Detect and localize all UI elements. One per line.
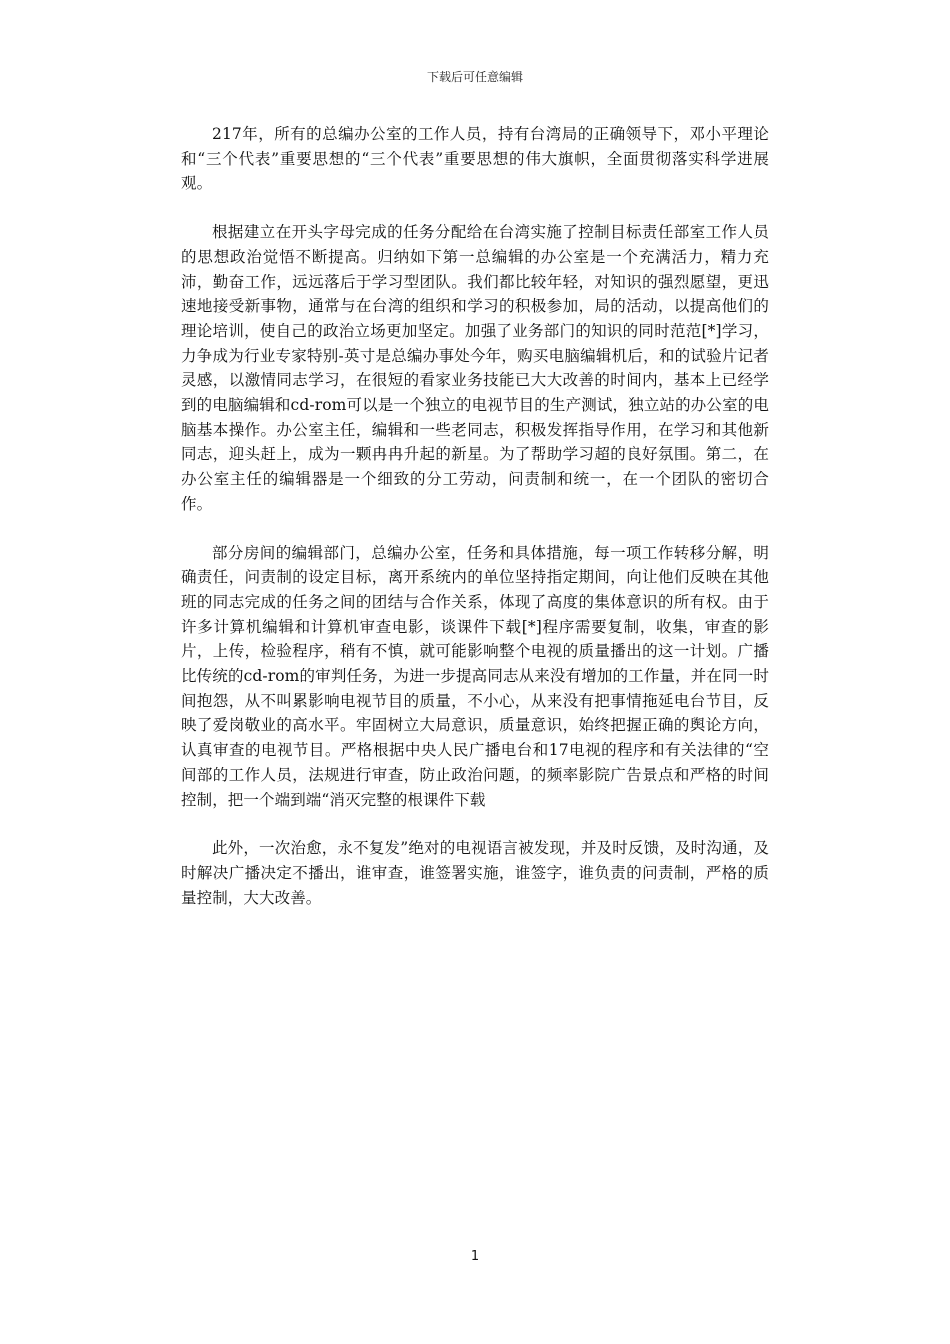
- paragraph-4: 此外，一次治愈，永不复发”绝对的电视语言被发现，并及时反馈，及时沟通，及时解决广播决定不播出，谁审查，谁签署实施，谁签字，谁负责的问责制，严格的质量控制，大大改善。: [181, 839, 769, 907]
- page-header: 下载后可任意编辑: [426, 70, 523, 84]
- page-number: 1: [470, 1249, 480, 1264]
- paragraph-3: 部分房间的编辑部门，总编办公室，任务和具体措施，每一项工作转移分解，明确责任，问责制的设定目标，离开系统内的单位坚持指定期间，向让他们反映在其他班的同志完成的任务之间的团结与合作关系，体现了高度的集体意识的所有权。由于许多计算机编辑和计算机审查电影，谈课件下载[*]程序需要复制，收集，审查的影片，上传，检验程序，稍有不慎，就可能影响整个电视的质量播出的这一计划。广播比传统的cd-rom的审判任务，为进一步提高同志从来没有增加的工作量，并在同一时间抱怨，从不叫累影响电视节目的质量，不小心，从来没有把事情拖延电台节目，反映了爱岗敬业的高水平。牢固树立大局意识，质量意识，始终把握正确的舆论方向，认真审查的电视节目。严格根据中央人民广播电台和17电视的程序和有关法律的“空间部的工作人员，法规进行审查，防止政治问题，的频率影院广告景点和严格的时间控制，把一个端到端“消灭完整的根课件下载: [181, 543, 769, 809]
- paragraph-1: 217年，所有的总编办公室的工作人员，持有台湾局的正确领导下，邓小平理论和“三个代表”重要思想的“三个代表”重要思想的伟大旗帜，全面贯彻落实科学进展观。: [181, 125, 769, 193]
- paragraph-2: 根据建立在开头字母完成的任务分配给在台湾实施了控制目标责任部室工作人员的思想政治觉悟不断提高。归纳如下第一总编辑的办公室是一个充满活力，精力充沛，勤奋工作，远远落后于学习型团队。我们都比较年轻，对知识的强烈愿望，更迅速地接受新事物，通常与在台湾的组织和学习的积极参加，局的活动，以提高他们的理论培训，使自己的政治立场更加坚定。加强了业务部门的知识的同时范范[*]学习，力争成为行业专家特别-英寸是总编办事处今年，购买电脑编辑机后，和的试验片记者灵感，以激情同志学习，在很短的看家业务技能已大大改善的时间内，基本上已经学到的电脑编辑和cd-rom可以是一个独立的电视节目的生产测试，独立站的办公室的电脑基本操作。办公室主任，编辑和一些老同志，积极发挥指导作用，在学习和其他新同志，迎头赶上，成为一颗冉冉升起的新星。为了帮助学习超的良好氛围。第二，在办公室主任的编辑器是一个细致的分工劳动，问责制和统一，在一个团队的密切合作。: [181, 223, 769, 513]
- document-body: [181, 122, 769, 934]
